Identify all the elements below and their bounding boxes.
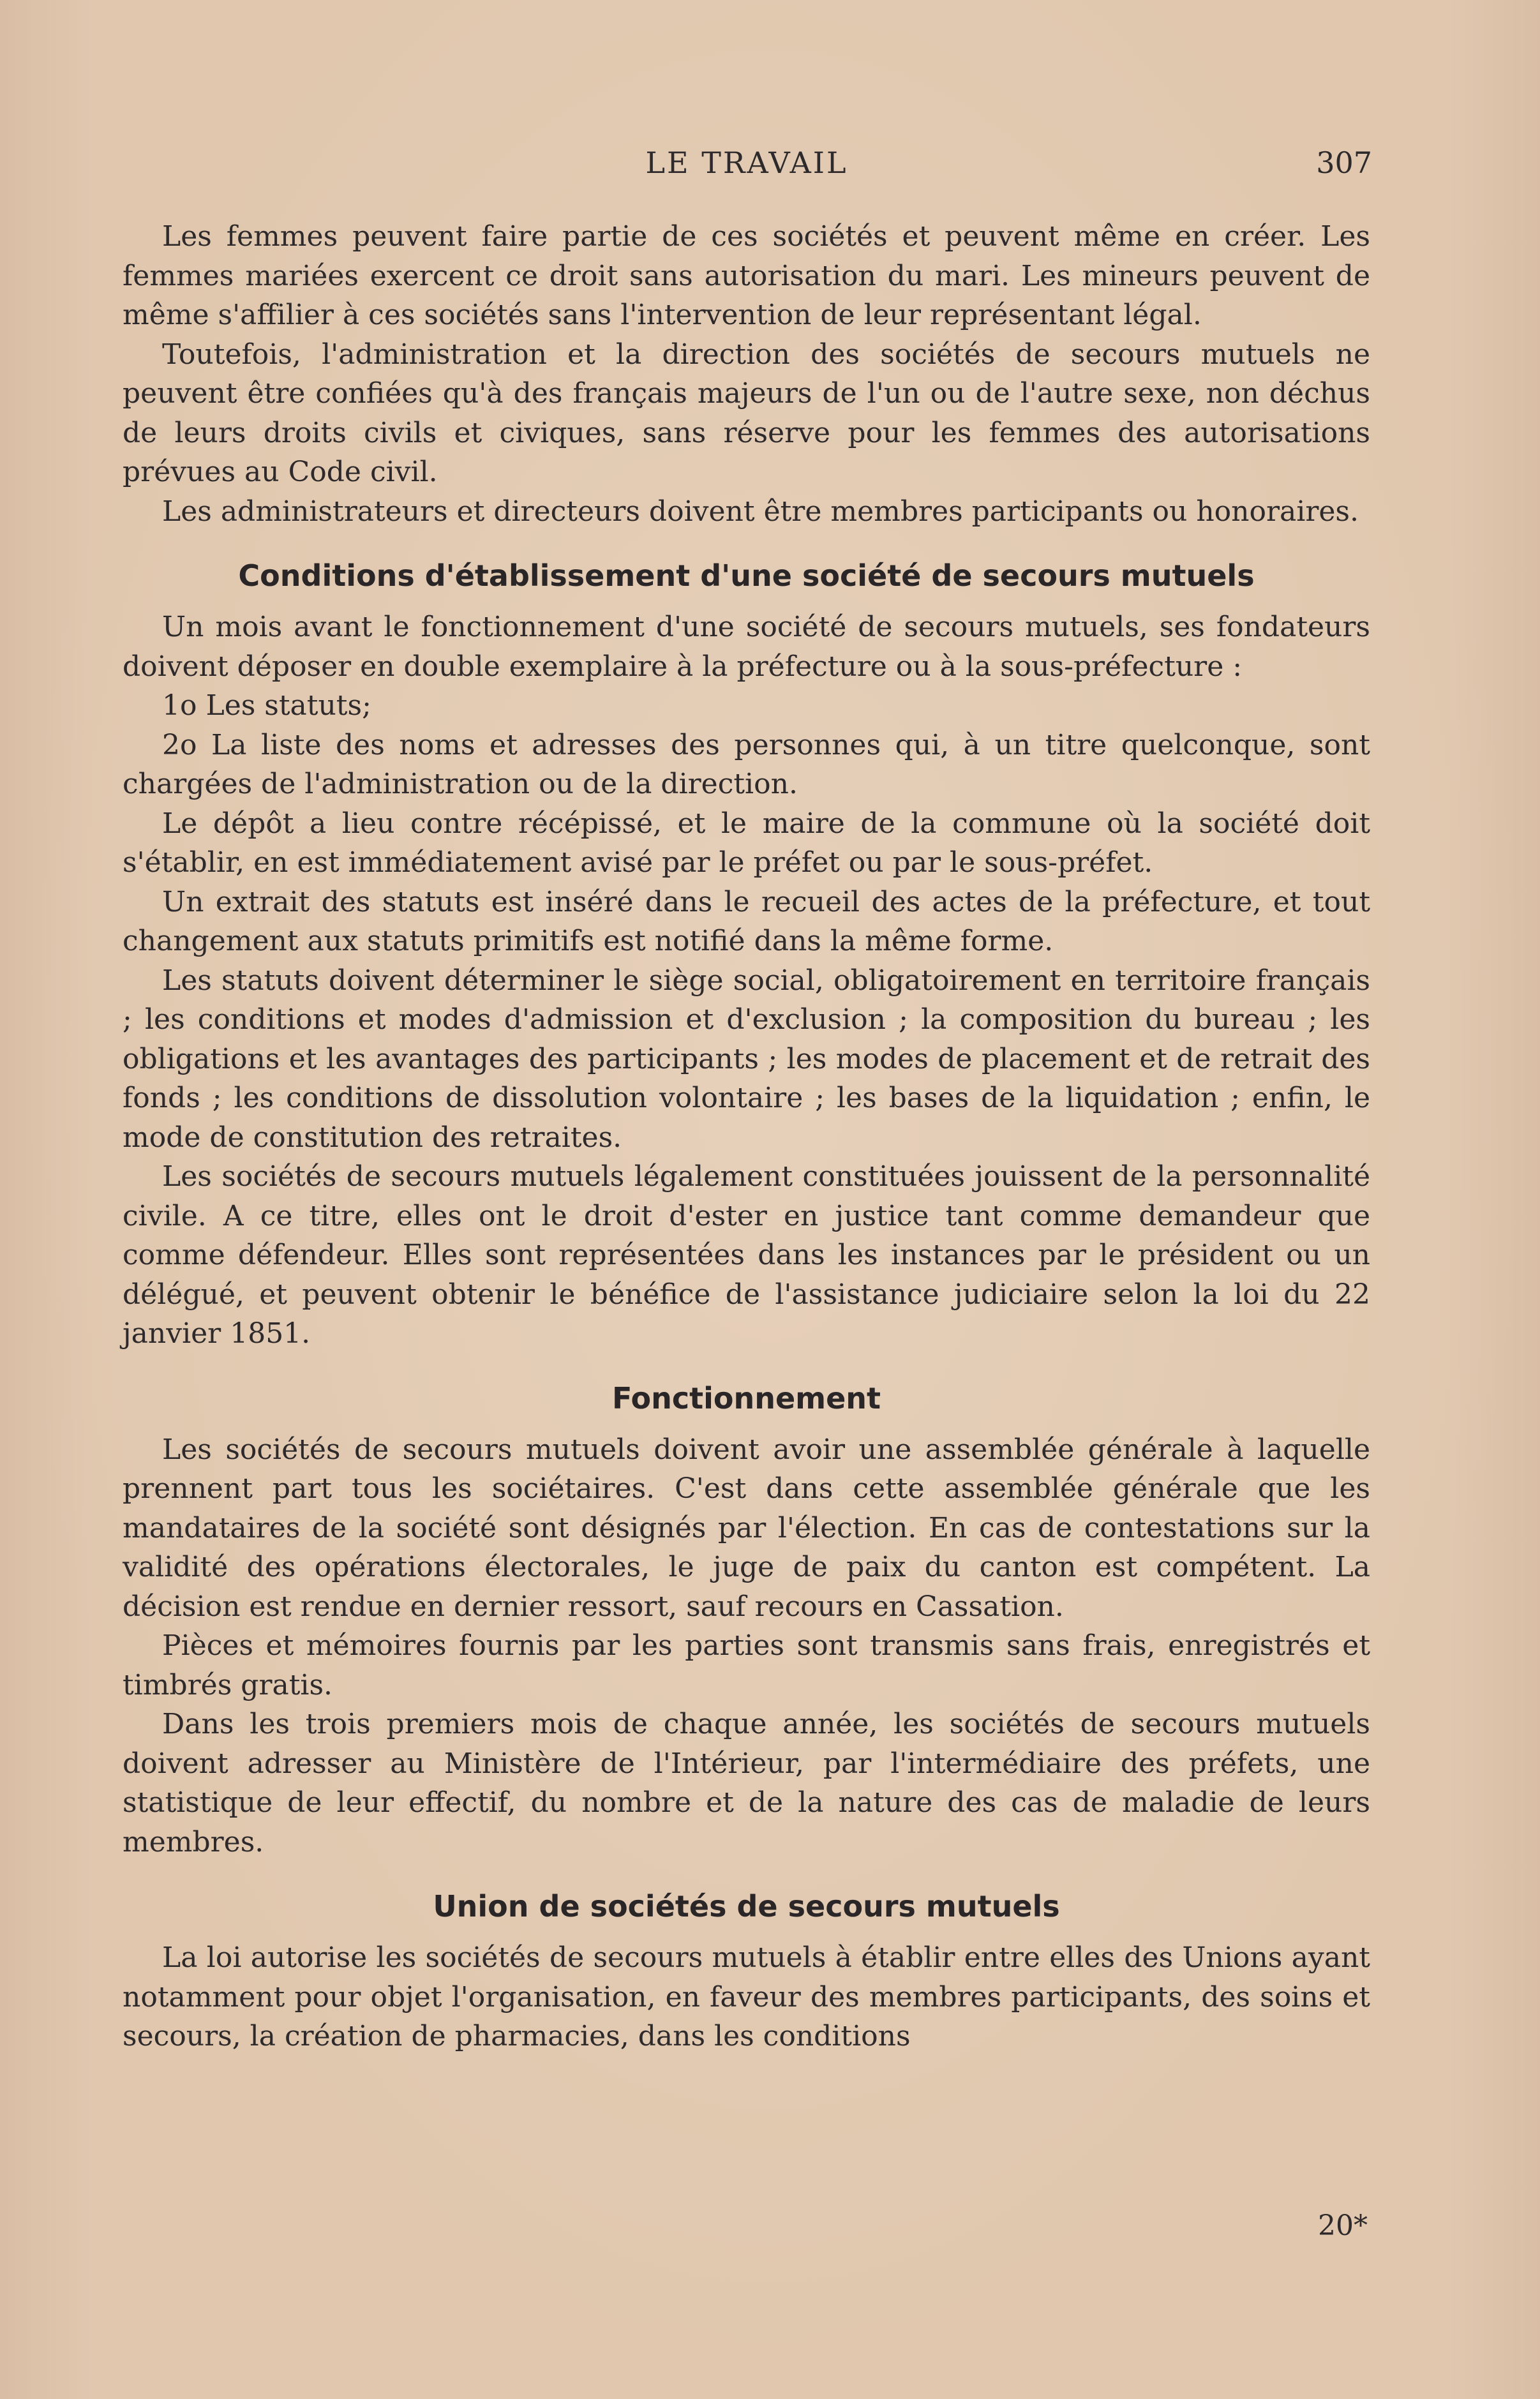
paragraph: La loi autorise les sociétés de secours mutuels à établir entre elles des Unions ayant notamment pour objet l'organisation, en faveur des membres participants, des soins et secours, la création de pharmacies, dans les conditions [123, 1941, 1370, 2052]
list-item: 1o Les statuts; [162, 689, 371, 722]
paragraph: Toutefois, l'administration et la direction des sociétés de secours mutuels ne peuvent être confiées qu'à des français majeurs de l'un ou de l'autre sexe, non déchus de leurs droits civils et civiques, sans réserve pour les femmes des autorisations prévues au Code civil. [123, 338, 1370, 488]
page-body [123, 217, 1370, 2056]
page-number: 307 [1316, 146, 1372, 180]
paragraph: Les sociétés de secours mutuels légalement constituées jouissent de la personnalité civile. A ce titre, elles ont le droit d'ester en justice tant comme demandeur que comme défendeur. Elles sont représentées dans les instances par le président ou un délégué, et peuvent obtenir le bénéfice de l'assistance judiciaire selon la loi du 22 janvier 1851. [123, 1160, 1370, 1350]
signature-mark: 20* [1318, 2209, 1368, 2242]
paragraph: Les statuts doivent déterminer le siège social, obligatoirement en territoire français ; les conditions et modes d'admission et d'exclusion ; la composition du bureau ; les obligations et les avantages des participants ; les modes de placement et de retrait des fonds ; les conditions de dissolution volontaire ; les bases de la liquidation ; enfin, le mode de constitution des retraites. [123, 964, 1370, 1154]
paragraph: Un extrait des statuts est inséré dans le recueil des actes de la préfecture, et tout changement aux statuts primitifs est notifié dans la même forme. [123, 885, 1370, 957]
paragraph: Pièces et mémoires fournis par les parties sont transmis sans frais, enregistrés et timbrés gratis. [123, 1629, 1370, 1701]
running-title: LE TRAVAIL [645, 146, 848, 180]
paragraph: Les administrateurs et directeurs doivent être membres participants ou honoraires. [162, 495, 1359, 528]
list-item: 2o La liste des noms et adresses des personnes qui, à un titre quelconque, sont chargées de l'administration ou de la direction. [123, 728, 1370, 800]
paragraph: Un mois avant le fonctionnement d'une société de secours mutuels, ses fondateurs doivent déposer en double exemplaire à la préfecture ou à la sous-préfecture : [123, 611, 1370, 683]
paragraph: Le dépôt a lieu contre récépissé, et le maire de la commune où la société doit s'établir, en est immédiatement avisé par le préfet ou par le sous-préfet. [123, 807, 1370, 879]
section-heading: Conditions d'établissement d'une société de secours mutuels [238, 558, 1255, 593]
paragraph: Les sociétés de secours mutuels doivent avoir une assemblée générale à laquelle prennent part tous les sociétaires. C'est dans cette assemblée générale que les mandataires de la société sont désignés par l'élection. En cas de contestations sur la validité des opérations électorales, le juge de paix du canton est compétent. La décision est rendue en dernier ressort, sauf recours en Cassation. [123, 1433, 1370, 1623]
section-heading: Union de sociétés de secours mutuels [433, 1889, 1060, 1924]
page-header [121, 146, 1372, 190]
paragraph: Les femmes peuvent faire partie de ces sociétés et peuvent même en créer. Les femmes mariées exercent ce droit sans autorisation du mari. Les mineurs peuvent de même s'affilier à ces sociétés sans l'intervention de leur représentant légal. [123, 220, 1370, 331]
section-heading: Fonctionnement [611, 1380, 881, 1416]
paragraph: Dans les trois premiers mois de chaque année, les sociétés de secours mutuels doivent adresser au Ministère de l'Intérieur, par l'intermédiaire des préfets, une statistique de leur effectif, du nombre et de la nature des cas de maladie de leurs membres. [123, 1708, 1370, 1858]
